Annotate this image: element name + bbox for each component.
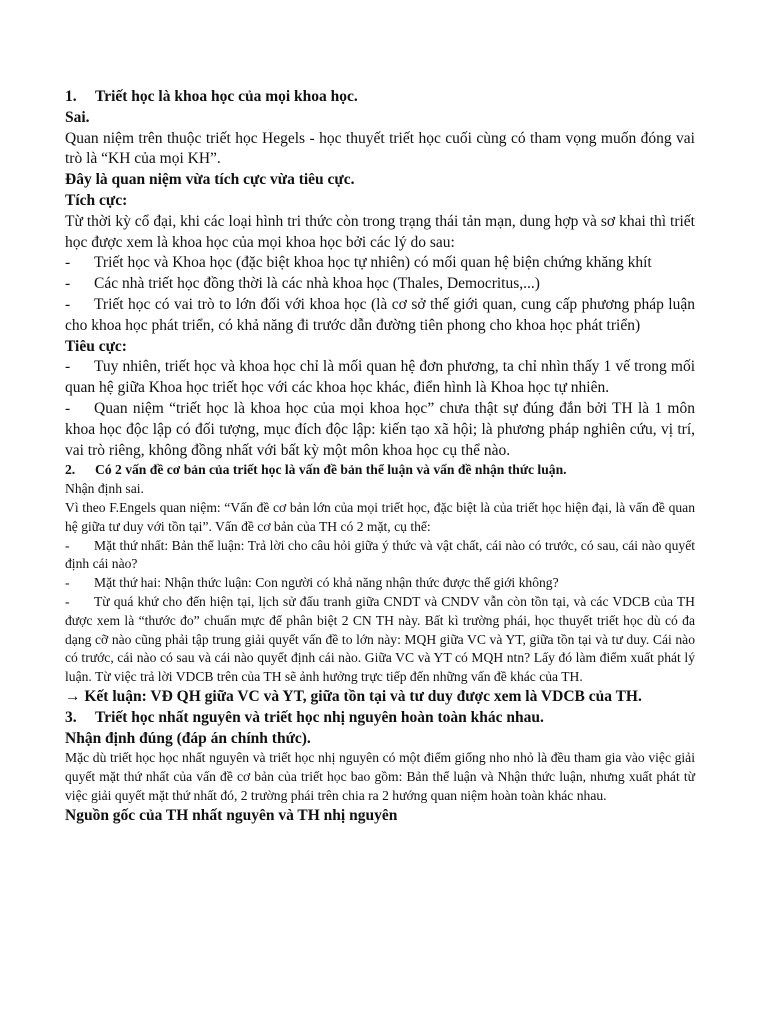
section-number: 3.: [65, 708, 77, 726]
section-title: Có 2 vấn đề cơ bản của triết học là vấn đề bản thể luận và vấn đề nhận thức luận.: [95, 462, 567, 478]
dash-bullet: -: [65, 575, 70, 591]
document-body: [65, 87, 695, 826]
section-3-intro: Mặc dù triết học học nhất nguyên và triết học nhị nguyên có một điểm giống nho nhỏ là đều tham gia vào việc giải quyết mặt thứ nhất của vấn đề cơ bản của triết học bao gồm: Bản thể luận và Nhận thức luận, nhưng xuất phát từ việc giải quyết mặt thứ nhất đó, 2 trường phái trên chia ra 2 hướng quan niệm hoàn toàn khác nhau.: [65, 750, 695, 803]
dash-bullet: -: [65, 254, 71, 272]
dash-bullet: -: [65, 295, 71, 313]
section-2-item: - Từ quá khứ cho đến hiện tại, lịch sử đấu tranh giữa CNDT và CNDV vẫn còn tồn tại, và các VDCB của TH được xem là “thước đo” chuẩn mực để phân biệt 2 CN TH này. Bất kì trường phái, học thuyết triết học dù có đa dạng cỡ nào cũng phải tập trung giải quyết vấn đề to lớn này: MQH giữa VC và YT, giữa tồn tại và tư duy. Cái nào có trước, cái nào có sau và cái nào quyết định cái nào. Giữa VC và YT có MQH ntn? Lấy đó làm điểm xuất phát lý luận. Từ việc trả lời VDCB trên của TH sẽ ảnh hưởng trực tiếp đến những vấn đề khác của TH.: [65, 593, 695, 685]
negative-item: - Quan niệm “triết học là khoa học của mọi khoa học” chưa thật sự đúng đắn bởi TH là 1 môn khoa học độc lập có đối tượng, mục đích độc lập: kiến tạo xã hội; là phương pháp nghiên cứu, vị trí, vai trò riêng, không đồng nhất với bất kỳ một môn khoa học cụ thể nào.: [65, 399, 695, 459]
section-1-heading: [65, 87, 695, 108]
section-number: 2.: [65, 462, 76, 478]
section-2-item: - Mặt thứ nhất: Bản thể luận: Trả lời cho câu hỏi giữa ý thức và vật chất, cái nào có trước, có sau, cái nào quyết định cái nào?: [65, 537, 695, 572]
positive-item: - Triết học có vai trò to lớn đối với khoa học (là cơ sở thế giới quan, cung cấp phương pháp luận cho khoa học phát triển, có khả năng đi trước dẫn đường tiên phong cho khoa học phát triển): [65, 295, 695, 334]
section-2-item: - Mặt thứ hai: Nhận thức luận: Con người có khả năng nhận thức được thế giới không?: [65, 574, 695, 593]
section-2-verdict: Nhận định sai.: [65, 481, 144, 497]
negative-item: - Tuy nhiên, triết học và khoa học chỉ là mối quan hệ đơn phương, ta chỉ nhìn thấy 1 vế trong mối quan hệ giữa Khoa học triết học với các khoa học khác, điển hình là Khoa học tự nhiên.: [65, 358, 695, 397]
positive-intro: Từ thời kỳ cổ đại, khi các loại hình tri thức còn trong trạng thái tản mạn, dung hợp và sơ khai thì triết học được xem là khoa học của mọi khoa học bởi các lý do sau:: [65, 212, 695, 251]
section-3-verdict: Nhận định đúng (đáp án chính thức).: [65, 729, 311, 747]
positive-item: - Triết học và Khoa học (đặc biệt khoa học tự nhiên) có mối quan hệ biện chứng khăng khít: [65, 253, 695, 274]
dash-bullet: -: [65, 275, 71, 293]
dash-bullet: -: [65, 358, 71, 376]
section-title: Triết học là khoa học của mọi khoa học.: [95, 88, 358, 105]
section-2-heading: [65, 461, 695, 480]
section-1-stance: Đây là quan niệm vừa tích cực vừa tiêu cực.: [65, 171, 355, 189]
section-2-conclusion: → Kết luận: VĐ QH giữa VC và YT, giữa tồn tại và tư duy được xem là VDCB của TH.: [65, 687, 642, 705]
dash-bullet: -: [65, 593, 70, 609]
section-1-verdict: Sai.: [65, 108, 90, 126]
section-number: 1.: [65, 88, 77, 105]
section-3-subheading: Nguồn gốc của TH nhất nguyên và TH nhị nguyên: [65, 806, 398, 824]
section-1-intro: Quan niệm trên thuộc triết học Hegels - học thuyết triết học cuối cùng có tham vọng muốn đóng vai trò là “KH của mọi KH”.: [65, 129, 695, 168]
positive-label: Tích cực:: [65, 191, 128, 209]
dash-bullet: -: [65, 399, 71, 417]
positive-item: - Các nhà triết học đồng thời là các nhà khoa học (Thales, Democritus,...): [65, 274, 695, 295]
section-2-intro: Vì theo F.Engels quan niệm: “Vấn đề cơ bản lớn của mọi triết học, đặc biệt là của triết học hiện đại, là vấn đề quan hệ giữa tư duy với tồn tại”. Vấn đề cơ bản của TH có 2 mặt, cụ thể:: [65, 499, 695, 534]
section-title: Triết học nhất nguyên và triết học nhị nguyên hoàn toàn khác nhau.: [95, 708, 544, 726]
section-3-heading: [65, 708, 695, 729]
negative-label: Tiêu cực:: [65, 337, 127, 355]
dash-bullet: -: [65, 537, 70, 553]
